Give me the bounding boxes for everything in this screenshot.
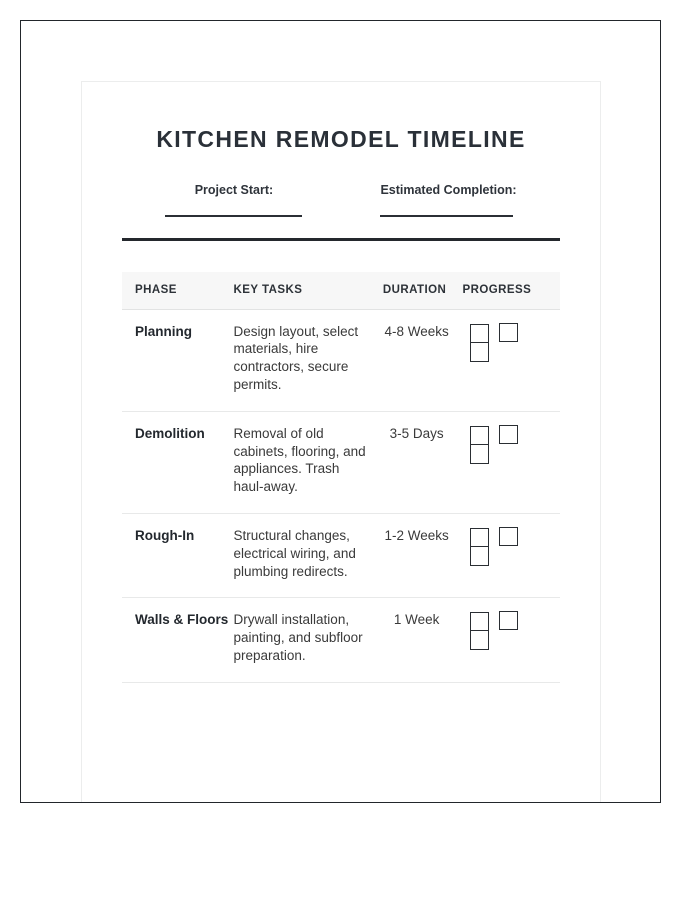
phase-name: Walls & Floors <box>135 612 229 628</box>
progress-checkboxes <box>470 323 560 362</box>
table-row <box>122 598 560 682</box>
phase-name: Demolition <box>135 425 205 441</box>
progress-checkbox[interactable] <box>499 425 518 444</box>
progress-checkbox-stack <box>470 426 489 464</box>
project-start-label: Project Start: <box>194 183 274 197</box>
progress-checkbox-stack <box>470 612 489 650</box>
estimated-completion-rule <box>380 215 513 217</box>
estimated-completion-label: Estimated Completion: <box>380 183 517 197</box>
page-title: KITCHEN REMODEL TIMELINE <box>156 126 526 152</box>
duration-text: 3-5 Days <box>389 425 444 441</box>
key-tasks-text: Design layout, select materials, hire contractors, secure permits. <box>233 323 359 392</box>
progress-checkbox[interactable] <box>470 426 489 445</box>
table-row <box>122 514 560 598</box>
header-divider <box>122 238 560 241</box>
column-header-progress: PROGRESS <box>462 284 532 296</box>
progress-checkbox[interactable] <box>470 324 489 343</box>
phase-name: Rough-In <box>135 528 195 543</box>
key-tasks-text: Removal of old cabinets, flooring, and appliances. Trash haul-away. <box>233 425 366 495</box>
progress-checkbox[interactable] <box>470 528 489 547</box>
key-tasks-text: Drywall installation, painting, and subfloor preparation. <box>233 612 363 664</box>
progress-checkbox-stack <box>470 528 489 566</box>
duration-text: 1-2 Weeks <box>384 528 449 543</box>
project-start-field[interactable] <box>165 183 302 217</box>
column-header-duration: DURATION <box>382 284 447 296</box>
progress-checkbox-stack <box>470 324 489 362</box>
document-card <box>81 81 601 803</box>
header-fields <box>122 183 560 217</box>
table-row <box>122 412 560 514</box>
progress-checkbox[interactable] <box>499 527 518 546</box>
progress-checkboxes <box>470 425 560 464</box>
column-header-phase: PHASE <box>135 284 177 296</box>
progress-checkbox[interactable] <box>470 612 489 631</box>
estimated-completion-field[interactable] <box>380 183 516 217</box>
duration-text: 4-8 Weeks <box>384 323 449 339</box>
progress-checkbox[interactable] <box>470 631 489 650</box>
progress-checkboxes <box>470 611 560 650</box>
page-frame <box>20 20 661 803</box>
project-start-rule <box>165 215 302 217</box>
progress-checkbox[interactable] <box>470 547 489 566</box>
progress-checkbox[interactable] <box>499 323 518 342</box>
progress-checkbox[interactable] <box>499 611 518 630</box>
key-tasks-text: Structural changes, electrical wiring, and plumbing redirects. <box>233 528 356 579</box>
progress-checkbox[interactable] <box>470 445 489 464</box>
table-header-row <box>122 272 560 310</box>
phase-name: Planning <box>135 323 192 339</box>
column-header-key-tasks: KEY TASKS <box>233 284 303 296</box>
duration-text: 1 Week <box>393 612 440 628</box>
progress-checkboxes <box>470 527 560 566</box>
timeline-table <box>122 272 560 683</box>
progress-checkbox[interactable] <box>470 343 489 362</box>
table-row <box>122 310 560 412</box>
